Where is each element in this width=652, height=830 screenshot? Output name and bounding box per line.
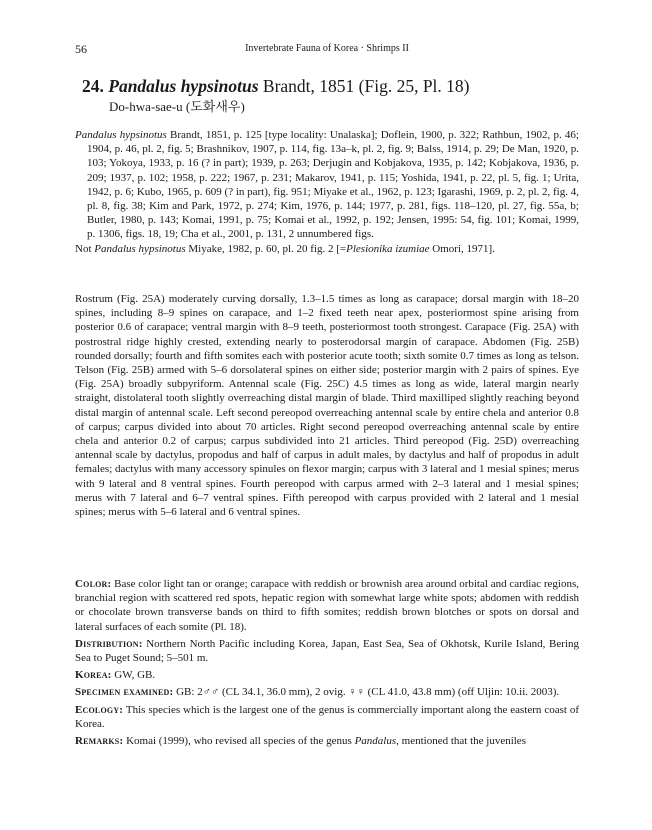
distribution-text: Northern North Pacific including Korea, Japan, East Sea, Sea of Okhotsk, Kurile Island, Bering Sea to Puget Sound; 5–501 m.	[75, 637, 579, 665]
species-author: Brandt, 1851	[262, 76, 355, 96]
color-text: Base color light tan or orange; carapace with reddish or brownish area around orbital and cardiac regions, branchial region with scattered red spots, hepatic region with somewhat large white spots; abdomen with reddish or chocolate brown transverse bands on third to fifth somites; reddish brown blotches or spots on dorsal and lateral surfaces of each somite (Pl. 18).	[75, 578, 579, 633]
specimen-heading: Specimen examined:	[75, 686, 174, 699]
species-number: 24.	[82, 76, 104, 96]
specimen-section	[75, 685, 579, 699]
not-synonym-line	[75, 242, 579, 256]
korea-heading: Korea:	[75, 669, 112, 682]
remarks-genus: Pandalus	[354, 735, 397, 748]
color-section	[75, 577, 579, 634]
synonymy-block	[75, 128, 579, 256]
synonymy-species-name: Pandalus hypsinotus	[75, 129, 167, 141]
remarks-text-end: , mentioned that the juveniles	[396, 735, 526, 748]
description-paragraph: Rostrum (Fig. 25A) moderately curving dorsally, 1.3–1.5 times as long as carapace; dorsal margin with 18–20 spines, including 8–9 spines on carapace, and 1–2 fixed teeth near apex, posteriormost spine arising from posterior 0.6 of carapace; ventral margin with 8–9 teeth, posteriormost tooth strongest. Carapace (Fig. 25A) with postrostral ridge highly crested, extending nearly to posterodorsal margin of carapace. Abdomen (Fig. 25B) rounded dorsally; fourth and fifth somites each with posterior acute tooth; sixth somite 0.7 times as long as telson. Telson (Fig. 25B) armed with 5–6 dorsolateral spines on either side; posterior margin with 2 pairs of spines. Eye (Fig. 25A) broadly subpyriform. Antennal scale (Fig. 25C) 4.5 times as long as wide, lateral margin nearly straight, distolateral tooth slightly overreaching distal margin of blade. Third maxilliped slightly reaching beyond distal margin of antennal scale. Left second pereopod overreaching antennal scale by entire chela and anterior 0.8 of carpus; carpus divided into about 70 articles. Right second pereopod overreaching antennal scale by entire chela and anterior 0.2 of carpus; carpus subdivided into 21 articles. Third pereopod (Fig. 25D) overreaching antennal scale by dactylus, propodus and half of carpus in adult males, by dactylus and half of propodus in adult females; dactylus with many accessory spinules on flexor margin; carpus with 3 lateral and 1 mesial spines; merus with 9 lateral and 8 ventral spines. Fourth pereopod with carpus armed with 2–3 lateral and 1 mesial spines; merus with 7 lateral and 6–7 ventral spines. Fifth pereopod with carpus provided with 2 lateral and 1 mesial spines; merus with 5–6 lateral and 6 ventral spines.	[75, 293, 579, 519]
species-name: Pandalus hypsinotus	[108, 76, 259, 96]
page-number: 56	[75, 42, 87, 56]
distribution-section	[75, 637, 579, 665]
common-name: Do-hwa-sae-u (도화새우)	[109, 99, 245, 114]
synonymy-text: Brandt, 1851, p. 125 [type locality: Unalaska]; Doflein, 1900, p. 322; Rathbun, 1902, p. 46; 1904, p. 46, pl. 2, fig. 5; Brashnikov, 1907, p. 114, fig. 13a–k, pl. 2, fig. 9; Balss, 1914, p. 29; De Man, 1920, p. 103; Yokoya, 1933, p. 16 (? in part); 1939, p. 263; Derjugin and Kobjakova, 1935, p. 142; Kobjakova, 1936, p. 209; 1937, p. 102; 1958, p. 222; 1967, p. 231; Makarov, 1941, p. 115; Yoshida, 1941, p. 22, pl. 5, fig. 1; Urita, 1942, p. 6; Kubo, 1965, p. 609 (? in part), fig. 951; Miyake et al., 1962, p. 123; Igarashi, 1969, p. 2, pl. 2, fig. 4, pl. 8, fig. 38; Kim and Park, 1972, p. 274; Kim, 1976, p. 144; 1977, p. 281, figs. 118–120, pl. 27, fig. 55a, b; Butler, 1980, p. 143; Komai, 1991, p. 75; Komai et al., 1992, p. 192; Jensen, 1995: 54, fig. 101; Komai, 1999, p. 1306, figs. 18, 19; Cha et al., 2001, p. 131, 2 unnumbered figs.	[87, 129, 579, 241]
korea-text: GW, GB.	[111, 669, 156, 682]
page-header	[75, 42, 579, 58]
not-species-name-2: Plesionika izumiae	[346, 242, 430, 255]
color-heading: Color:	[75, 578, 112, 590]
species-sections	[75, 577, 579, 751]
species-heading	[82, 76, 582, 115]
ecology-heading: Ecology:	[75, 703, 124, 716]
not-citation-end: Omori, 1971].	[429, 242, 495, 255]
korea-section	[75, 668, 579, 682]
specimen-text: GB: 2♂♂ (CL 34.1, 36.0 mm), 2 ovig. ♀♀ (CL 41.0, 43.8 mm) (off Uljin: 10.ii. 2003).	[173, 686, 560, 699]
ecology-text: This species which is the largest one of the genus is commercially important along the eastern coast of Korea.	[75, 703, 579, 730]
remarks-heading: Remarks:	[75, 735, 124, 748]
not-species-name: Pandalus hypsinotus	[94, 242, 186, 255]
remarks-section	[75, 734, 579, 748]
remarks-text: Komai (1999), who revised all species of the genus	[123, 735, 355, 748]
figure-reference: (Fig. 25, Pl. 18)	[358, 76, 470, 96]
not-prefix: Not	[75, 242, 95, 255]
running-title: Invertebrate Fauna of Korea · Shrimps II	[245, 43, 409, 54]
species-title	[82, 76, 582, 97]
synonymy-list	[75, 128, 579, 242]
distribution-heading: Distribution:	[75, 637, 143, 650]
not-citation: Miyake, 1982, p. 60, pl. 20 fig. 2 [=	[185, 242, 347, 255]
ecology-section	[75, 703, 579, 731]
